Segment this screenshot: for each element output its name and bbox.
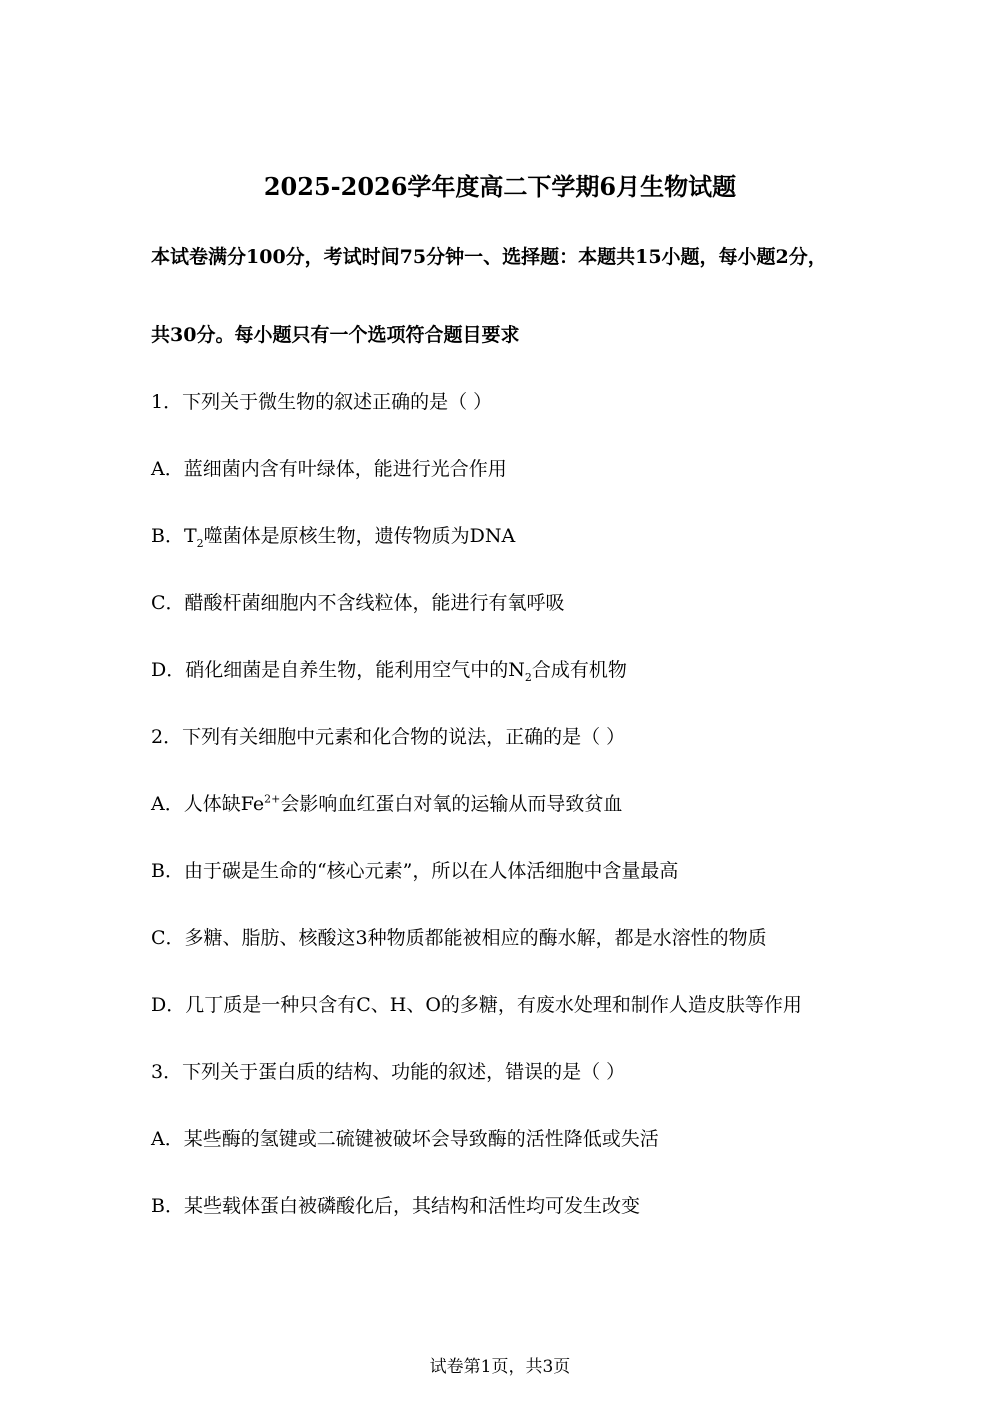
question-2-option-a: A．人体缺$Fe^{2+}$会影响血红蛋白对氧的运输从而导致贫血 [151,792,623,815]
question-1-stem: 1．下列关于微生物的叙述正确的是（ ） [151,391,493,413]
question-3-option-b: B．某些载体蛋白被磷酸化后，其结构和活性均可发生改变 [151,1195,640,1217]
question-2-option-b: B．由于碳是生命的“核心元素”，所以在人体活细胞中含量最高 [151,860,679,882]
instructions-line-2: 共30分。每小题只有一个选项符合题目要求 [151,324,520,346]
exam-title: 2025-2026学年度高二下学期6月生物试题 [263,172,737,201]
page-footer: 试卷第1页，共3页 [429,1357,571,1377]
question-3-stem: 3．下列关于蛋白质的结构、功能的叙述，错误的是（ ） [151,1061,626,1083]
question-2-option-d: D．几丁质是一种只含有C、H、O的多糖，有废水处理和制作人造皮肤等作用 [151,994,802,1016]
question-1-option-b: B．$T_2$噬菌体是原核生物，遗传物质为DNA [151,525,516,550]
question-2-stem: 2．下列有关细胞中元素和化合物的说法，正确的是（ ） [151,726,626,748]
question-3-option-a: A．某些酶的氢键或二硫键被破坏会导致酶的活性降低或失活 [151,1128,659,1150]
question-2-option-c: C．多糖、脂肪、核酸这3种物质都能被相应的酶水解，都是水溶性的物质 [151,927,767,949]
question-1-option-c: C．醋酸杆菌细胞内不含线粒体，能进行有氧呼吸 [151,592,565,614]
question-1-option-d: D．硝化细菌是自养生物，能利用空气中的$N_2$合成有机物 [151,659,627,684]
question-1-option-a: A．蓝细菌内含有叶绿体，能进行光合作用 [151,458,507,480]
instructions-line-1: 本试卷满分100分，考试时间75分钟一、选择题：本题共15小题，每小题2分， [151,246,827,268]
